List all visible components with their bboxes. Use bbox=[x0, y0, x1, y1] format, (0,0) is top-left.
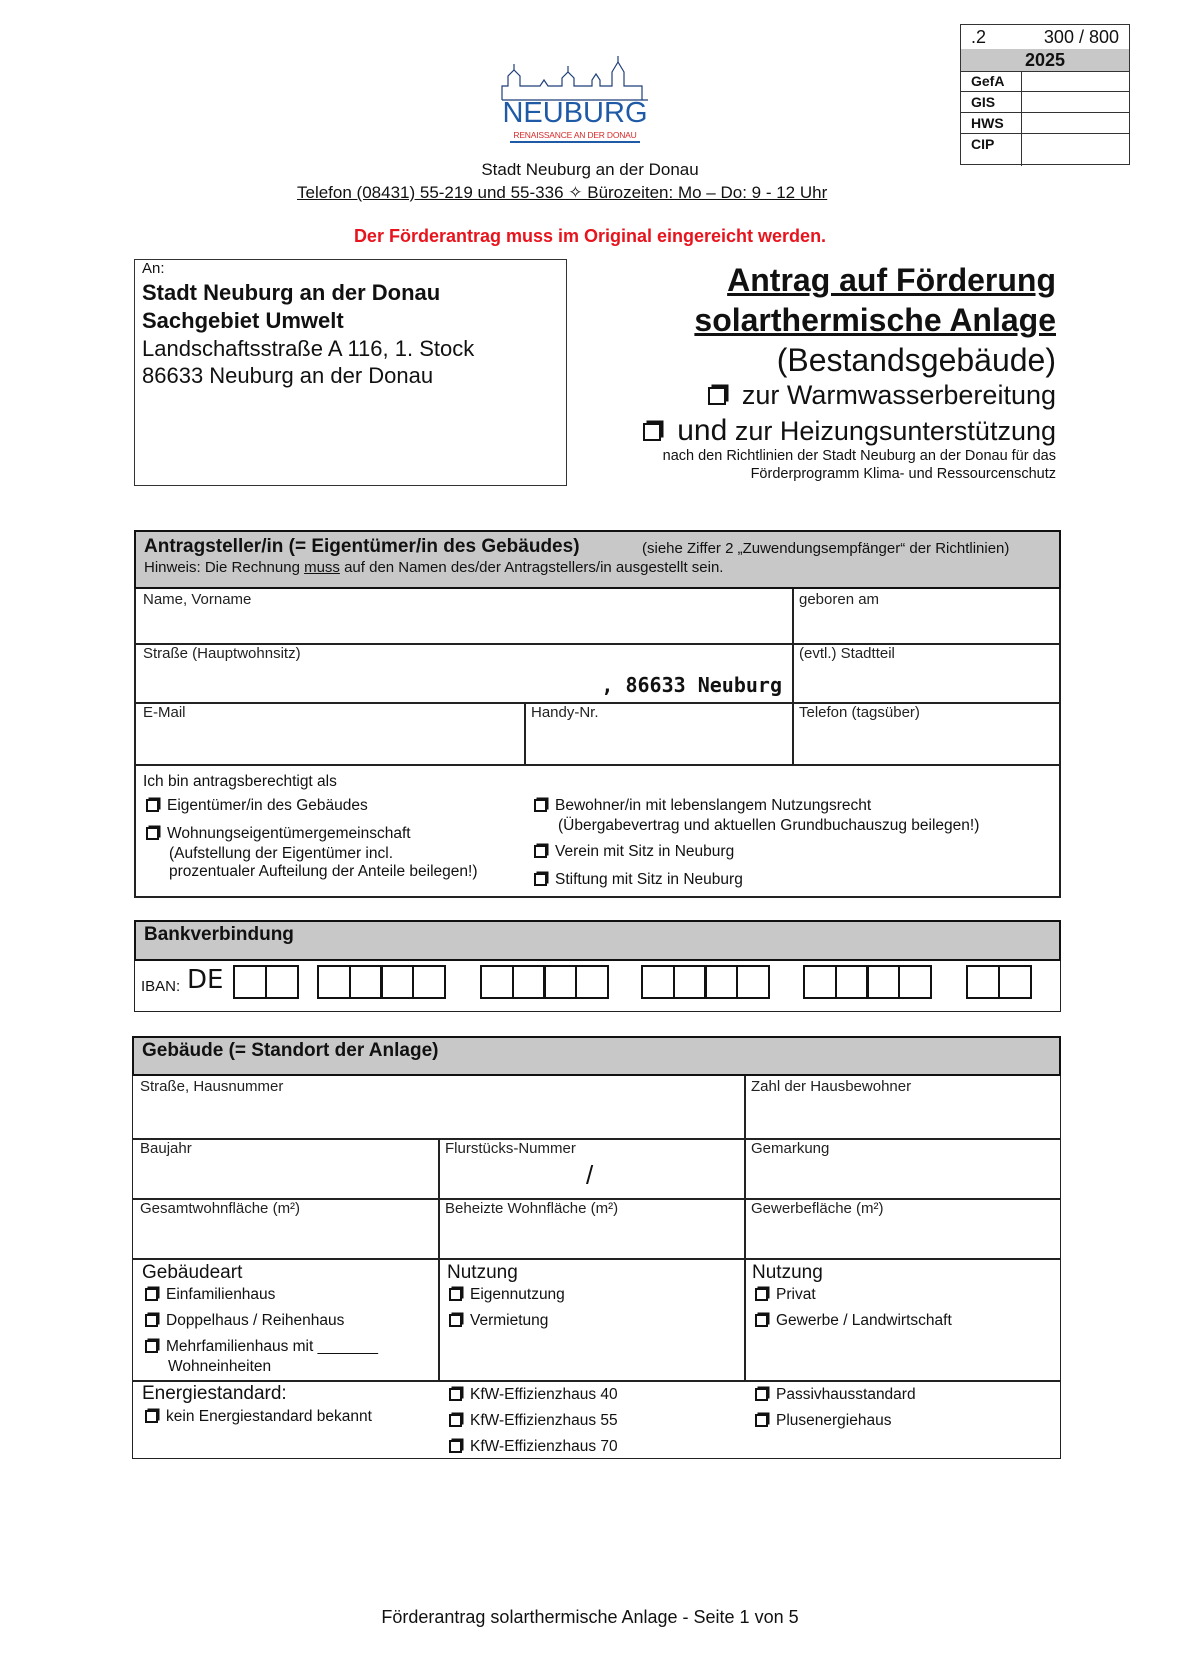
address-line1: Stadt Neuburg an der Donau bbox=[142, 280, 441, 305]
iban-prefix: DE bbox=[187, 965, 224, 995]
title-option2-label: zur Heizungsunterstützung bbox=[734, 416, 1056, 446]
total-area-field[interactable] bbox=[133, 1198, 438, 1258]
logo-tagline: RENAISSANCE AN DER DONAU bbox=[513, 130, 637, 140]
parcel-separator: / bbox=[586, 1160, 594, 1190]
mobile-label: Handy-Nr. bbox=[531, 704, 599, 721]
title-note1: nach den Richtlinien der Stadt Neuburg an der Donau für das bbox=[662, 448, 1056, 464]
mobile-field[interactable] bbox=[524, 702, 792, 764]
corner-row-hws: HWS bbox=[971, 115, 1004, 131]
residents-field[interactable] bbox=[744, 1076, 1060, 1138]
address-to: An: bbox=[142, 260, 165, 277]
use2-heading: Nutzung bbox=[752, 1262, 823, 1283]
address-line3: Landschaftsstraße A 116, 1. Stock bbox=[142, 336, 475, 361]
parcel-field[interactable] bbox=[438, 1138, 744, 1198]
title-option1[interactable] bbox=[708, 380, 1056, 411]
option-weg[interactable]: Wohnungseigentümergemeinschaft bbox=[146, 825, 411, 843]
entitled-label: Ich bin antragsberechtigt als bbox=[143, 773, 337, 790]
energy-option-none[interactable]: kein Energiestandard bekannt bbox=[145, 1408, 372, 1426]
header-phone-line: Telefon (08431) 55-219 und 55-336 ✧ Bürozeiten: Mo – Do: 9 - 12 Uhr bbox=[297, 183, 828, 202]
building-section-header bbox=[132, 1036, 1061, 1076]
code-right: 300 / 800 bbox=[1043, 27, 1119, 47]
email-field[interactable] bbox=[136, 702, 524, 764]
corner-row-cip: CIP bbox=[971, 136, 995, 152]
birthdate-field[interactable] bbox=[792, 589, 1061, 643]
street-value: , 86633 Neuburg bbox=[601, 673, 782, 697]
corner-row-gis: GIS bbox=[971, 94, 996, 110]
applicant-heading: Antragsteller/in (= Eigentümer/in des Gebäudes) bbox=[144, 536, 580, 557]
checkbox-icon[interactable] bbox=[449, 1388, 462, 1401]
checkbox-icon[interactable] bbox=[449, 1288, 462, 1301]
title-line1: Antrag auf Förderung bbox=[727, 262, 1056, 298]
option-club[interactable]: Verein mit Sitz in Neuburg bbox=[534, 843, 734, 861]
checkbox-icon[interactable] bbox=[146, 827, 159, 840]
phone-field[interactable] bbox=[792, 702, 1061, 764]
energy-option-kfw70[interactable]: KfW-Effizienzhaus 70 bbox=[449, 1438, 618, 1456]
checkbox-icon[interactable] bbox=[145, 1410, 158, 1423]
page-footer: Förderantrag solarthermische Anlage - Seite 1 von 5 bbox=[381, 1607, 799, 1627]
checkbox-icon[interactable] bbox=[145, 1288, 158, 1301]
title-line2: solarthermische Anlage bbox=[694, 302, 1056, 338]
building-heading: Gebäude (= Standort der Anlage) bbox=[142, 1040, 439, 1061]
type-option-multi[interactable]: Mehrfamilienhaus mit _______ bbox=[145, 1338, 378, 1356]
title-option1-label: zur Warmwasserbereitung bbox=[741, 380, 1056, 410]
corner-box bbox=[960, 24, 1130, 165]
checkbox-icon[interactable] bbox=[145, 1314, 158, 1327]
year-label: Baujahr bbox=[140, 1140, 192, 1157]
iban-group-5[interactable] bbox=[803, 965, 929, 999]
option-weg-note1: (Aufstellung der Eigentümer incl. bbox=[169, 845, 394, 862]
header-city: Stadt Neuburg an der Donau bbox=[481, 160, 699, 179]
energy-option-kfw55[interactable]: KfW-Effizienzhaus 55 bbox=[449, 1412, 618, 1430]
energy-option-passive[interactable]: Passivhausstandard bbox=[755, 1386, 916, 1404]
year-field[interactable] bbox=[133, 1138, 438, 1198]
energy-option-plus[interactable]: Plusenergiehaus bbox=[755, 1412, 891, 1430]
heated-area-field[interactable] bbox=[438, 1198, 744, 1258]
use2-option-commercial[interactable]: Gewerbe / Landwirtschaft bbox=[755, 1312, 952, 1330]
iban-group-2[interactable] bbox=[317, 965, 443, 999]
email-label: E-Mail bbox=[143, 704, 186, 721]
checkbox-icon[interactable] bbox=[755, 1388, 768, 1401]
checkbox-icon[interactable] bbox=[755, 1288, 768, 1301]
phone-label: Telefon (tagsüber) bbox=[799, 704, 920, 721]
iban-label: IBAN: bbox=[141, 978, 181, 995]
parcel-label: Flurstücks-Nummer bbox=[445, 1140, 576, 1157]
iban-group-3[interactable] bbox=[480, 965, 606, 999]
type-option-multi-note: Wohneinheiten bbox=[168, 1358, 272, 1375]
birthdate-label: geboren am bbox=[799, 591, 880, 608]
checkbox-icon[interactable] bbox=[449, 1314, 462, 1327]
street-label: Straße (Hauptwohnsitz) bbox=[143, 645, 301, 662]
checkbox-icon[interactable] bbox=[755, 1314, 768, 1327]
checkbox-icon[interactable] bbox=[145, 1340, 158, 1353]
type-option-single[interactable]: Einfamilienhaus bbox=[145, 1286, 275, 1304]
district-label: (evtl.) Stadtteil bbox=[799, 645, 895, 662]
checkbox-icon[interactable] bbox=[534, 873, 547, 886]
building-type-heading: Gebäudeart bbox=[142, 1262, 243, 1283]
checkbox-icon[interactable] bbox=[146, 799, 159, 812]
title-option2[interactable] bbox=[643, 414, 1056, 448]
district-field[interactable] bbox=[792, 643, 1061, 702]
neuburg-logo bbox=[500, 54, 650, 144]
use2-option-private[interactable]: Privat bbox=[755, 1286, 816, 1304]
code-left: .2 bbox=[971, 27, 987, 47]
checkbox-icon[interactable] bbox=[534, 845, 547, 858]
checkbox-icon[interactable] bbox=[449, 1440, 462, 1453]
checkbox-icon[interactable] bbox=[708, 387, 726, 405]
street-field[interactable] bbox=[136, 643, 792, 702]
applicant-heading-note: (siehe Ziffer 2 „Zuwendungsempfänger“ der Richtlinien) bbox=[642, 540, 1010, 557]
title-note2: Förderprogramm Klima- und Ressourcenschutz bbox=[750, 466, 1056, 482]
energy-option-kfw40[interactable]: KfW-Effizienzhaus 40 bbox=[449, 1386, 618, 1404]
address-line4: 86633 Neuburg an der Donau bbox=[142, 363, 434, 388]
applicant-fields bbox=[134, 589, 1061, 898]
building-street-field[interactable] bbox=[133, 1076, 744, 1138]
use-heading: Nutzung bbox=[447, 1262, 518, 1283]
type-option-double[interactable]: Doppelhaus / Reihenhaus bbox=[145, 1312, 344, 1330]
checkbox-icon[interactable] bbox=[755, 1414, 768, 1427]
use-option-own[interactable]: Eigennutzung bbox=[449, 1286, 565, 1304]
iban-group-4[interactable] bbox=[641, 965, 767, 999]
checkbox-icon[interactable] bbox=[643, 423, 661, 441]
option-owner[interactable]: Eigentümer/in des Gebäudes bbox=[146, 797, 368, 815]
option-resident-note: (Übergabevertrag und aktuellen Grundbuchauszug beilegen!) bbox=[558, 817, 980, 834]
logo-name: NEUBURG bbox=[502, 97, 648, 129]
use-option-rent[interactable]: Vermietung bbox=[449, 1312, 548, 1330]
name-field[interactable] bbox=[136, 589, 792, 643]
title-option2-prefix: und bbox=[677, 414, 728, 447]
checkbox-icon[interactable] bbox=[449, 1414, 462, 1427]
energy-heading: Energiestandard: bbox=[142, 1383, 287, 1404]
checkbox-icon[interactable] bbox=[534, 799, 547, 812]
original-notice: Der Förderantrag muss im Original eingereicht werden. bbox=[353, 226, 827, 246]
bank-heading: Bankverbindung bbox=[144, 924, 294, 945]
option-weg-note2: prozentualer Aufteilung der Anteile beilegen!) bbox=[169, 863, 478, 880]
commercial-area-label: Gewerbefläche (m²) bbox=[751, 1200, 884, 1217]
option-resident[interactable]: Bewohner/in mit lebenslangem Nutzungsrecht bbox=[534, 797, 871, 815]
iban-group-6[interactable] bbox=[966, 965, 1029, 999]
title-line3: (Bestandsgebäude) bbox=[776, 342, 1056, 378]
building-street-label: Straße, Hausnummer bbox=[140, 1078, 284, 1095]
residents-label: Zahl der Hausbewohner bbox=[751, 1078, 912, 1095]
gemarkung-label: Gemarkung bbox=[751, 1140, 830, 1157]
bank-fields bbox=[134, 961, 1061, 1012]
applicant-hint: Hinweis: Die Rechnung muss auf den Namen des/der Antragstellers/in ausgestellt sein. bbox=[144, 559, 724, 576]
commercial-area-field[interactable] bbox=[744, 1198, 1060, 1258]
applicant-section-header bbox=[134, 530, 1061, 589]
address-box bbox=[134, 259, 567, 486]
iban-group-1[interactable] bbox=[233, 965, 296, 999]
bank-section-header bbox=[134, 920, 1061, 961]
total-area-label: Gesamtwohnfläche (m²) bbox=[140, 1200, 301, 1217]
corner-year: 2025 bbox=[1024, 50, 1066, 70]
option-foundation[interactable]: Stiftung mit Sitz in Neuburg bbox=[534, 871, 743, 889]
address-line2: Sachgebiet Umwelt bbox=[142, 308, 344, 333]
name-label: Name, Vorname bbox=[143, 591, 252, 608]
heated-area-label: Beheizte Wohnfläche (m²) bbox=[445, 1200, 619, 1217]
building-fields bbox=[132, 1076, 1061, 1459]
corner-row-gefa: GefA bbox=[971, 73, 1005, 89]
district-field-building[interactable] bbox=[744, 1138, 1060, 1198]
